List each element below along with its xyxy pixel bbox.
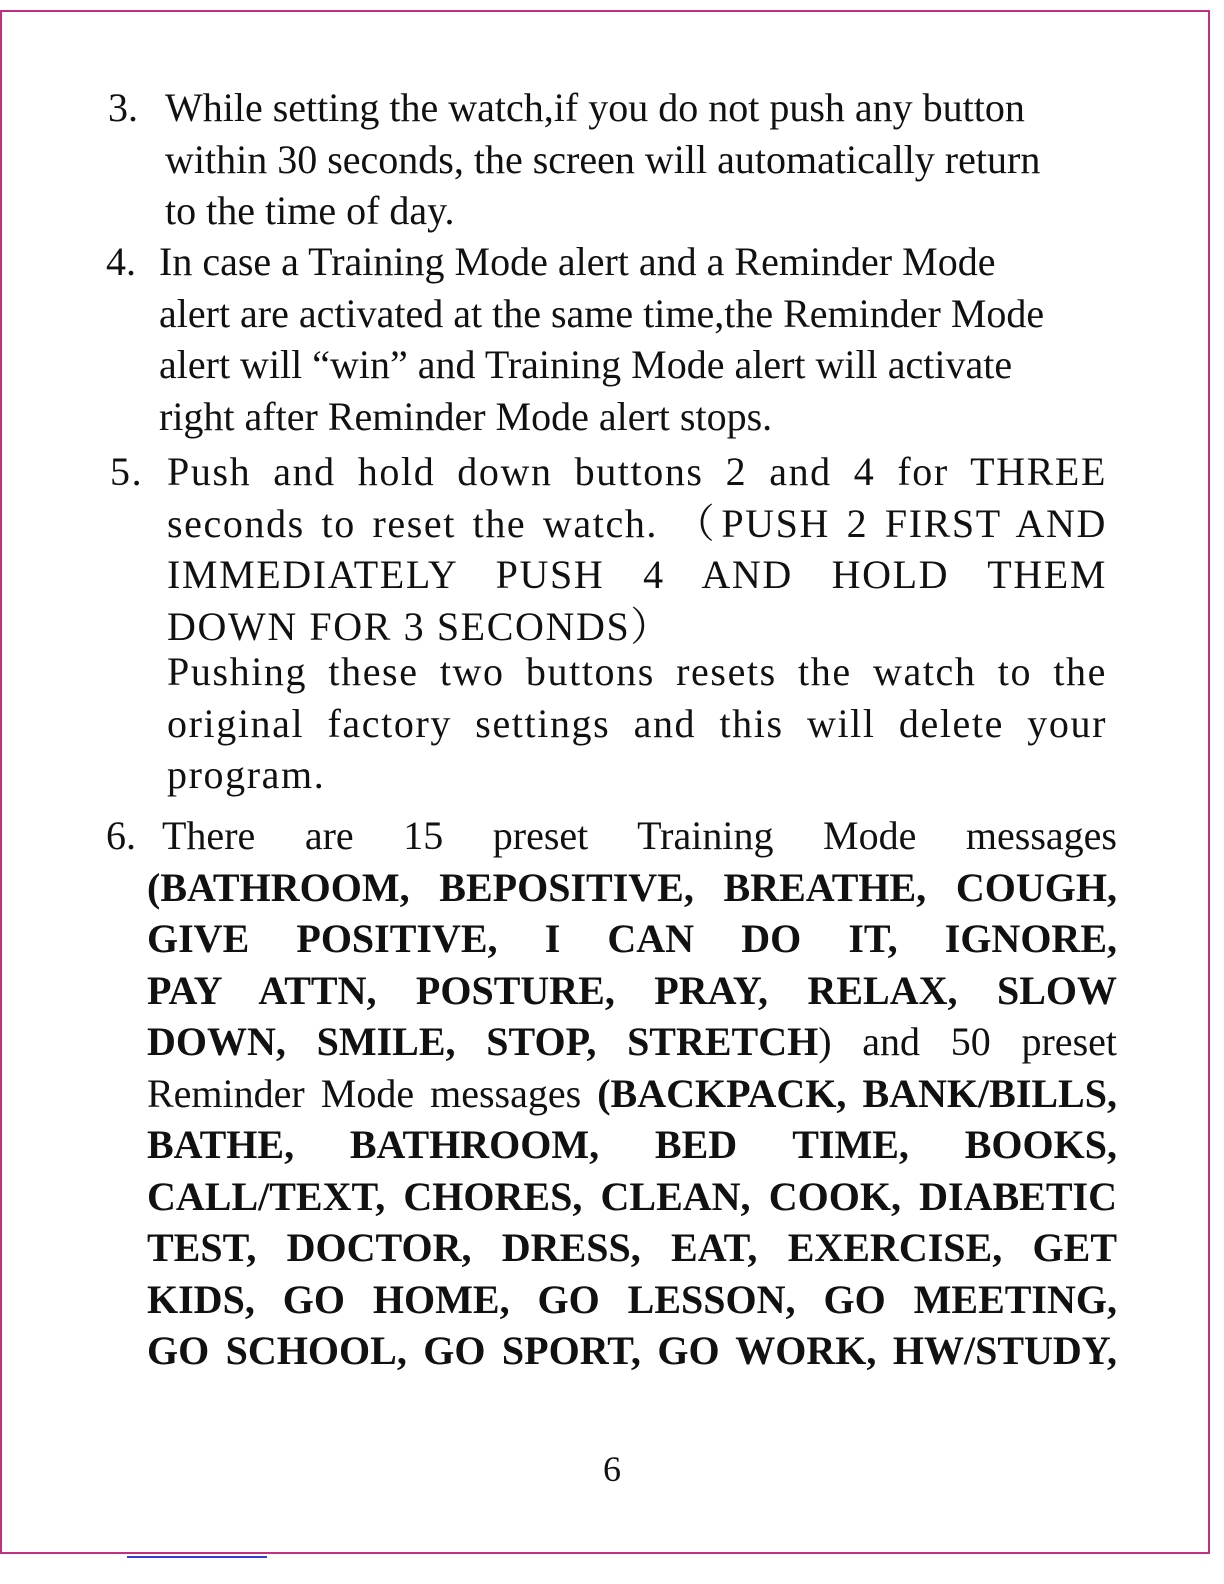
item-6-text bbox=[147, 810, 1117, 1377]
item-3-line-1: While setting the watch,if you do not push any button bbox=[165, 85, 1025, 130]
item-5-line-4: DOWN FOR 3 SECONDS） bbox=[167, 603, 672, 649]
reminder-open-paren: ( bbox=[597, 1070, 611, 1116]
training-open-paren: ( bbox=[147, 864, 161, 910]
reminder-list-line-6: GO SCHOOL, GO SPORT, GO WORK, HW/STUDY, bbox=[147, 1328, 1117, 1373]
training-list-line-2: GIVE POSITIVE, I CAN DO IT, IGNORE, bbox=[147, 916, 1117, 961]
item-3-text bbox=[165, 82, 1105, 237]
training-close-paren: ) bbox=[818, 1019, 832, 1064]
item-5-line-2: seconds to reset the watch. （PUSH 2 FIRST AND bbox=[167, 500, 1107, 546]
training-list-line-3: PAY ATTN, POSTURE, PRAY, RELAX, SLOW bbox=[147, 967, 1117, 1013]
reminder-list-line-1: BACKPACK, BANK/BILLS, bbox=[610, 1070, 1117, 1116]
item-6-training-line-4 bbox=[147, 1016, 1117, 1068]
reminder-list-line-3: CALL/TEXT, CHORES, CLEAN, COOK, DIABETIC bbox=[147, 1173, 1117, 1219]
item-6-training-line-1 bbox=[147, 862, 1117, 914]
item-4-line-1: In case a Training Mode alert and a Reminder Mode bbox=[159, 239, 996, 284]
item-5-line-7: program. bbox=[167, 752, 326, 797]
reminder-intro: Reminder Mode messages bbox=[147, 1070, 598, 1116]
item-5-line-6: original factory settings and this will delete your bbox=[167, 700, 1107, 746]
training-list-line-4: DOWN, SMILE, STOP, STRETCH bbox=[147, 1019, 819, 1064]
page-number: 6 bbox=[603, 1449, 621, 1489]
item-4-line-3: alert will “win” and Training Mode alert will activate bbox=[159, 342, 1013, 387]
item-4-number: 4. bbox=[106, 239, 136, 284]
item-5-line-1: Push and hold down buttons 2 and 4 for THREE bbox=[167, 449, 1107, 494]
item-5-line-5: Pushing these two buttons resets the watch to the bbox=[167, 649, 1107, 694]
item-6-middle-text: and 50 preset bbox=[831, 1019, 1117, 1064]
item-5-text bbox=[167, 446, 1107, 801]
item-3-line-2: within 30 seconds, the screen will automatically return bbox=[165, 136, 1041, 182]
item-3-number: 3. bbox=[108, 85, 138, 130]
reminder-list-line-2: BATHE, BATHROOM, BED TIME, BOOKS, bbox=[147, 1122, 1117, 1167]
item-5-line-3: IMMEDIATELY PUSH 4 AND HOLD THEM bbox=[167, 552, 1107, 597]
item-4-text bbox=[159, 236, 1121, 442]
item-6-reminder-line-1 bbox=[147, 1068, 1117, 1120]
item-6-line-1: There are 15 preset Training Mode messages bbox=[162, 813, 1117, 858]
item-6-number: 6. bbox=[106, 813, 136, 858]
item-5-number: 5. bbox=[110, 449, 144, 494]
training-list-line-1: BATHROOM, BEPOSITIVE, BREATHE, COUGH, bbox=[160, 864, 1117, 910]
reminder-list-line-5: KIDS, GO HOME, GO LESSON, GO MEETING, bbox=[147, 1276, 1117, 1322]
bottom-edge-mark bbox=[127, 1556, 267, 1558]
reminder-list-line-4: TEST, DOCTOR, DRESS, EAT, EXERCISE, GET bbox=[147, 1225, 1117, 1270]
item-4-line-4: right after Reminder Mode alert stops. bbox=[159, 393, 773, 439]
item-3-line-3: to the time of day. bbox=[165, 188, 455, 233]
item-4-line-2: alert are activated at the same time,the Reminder Mode bbox=[159, 290, 1045, 336]
